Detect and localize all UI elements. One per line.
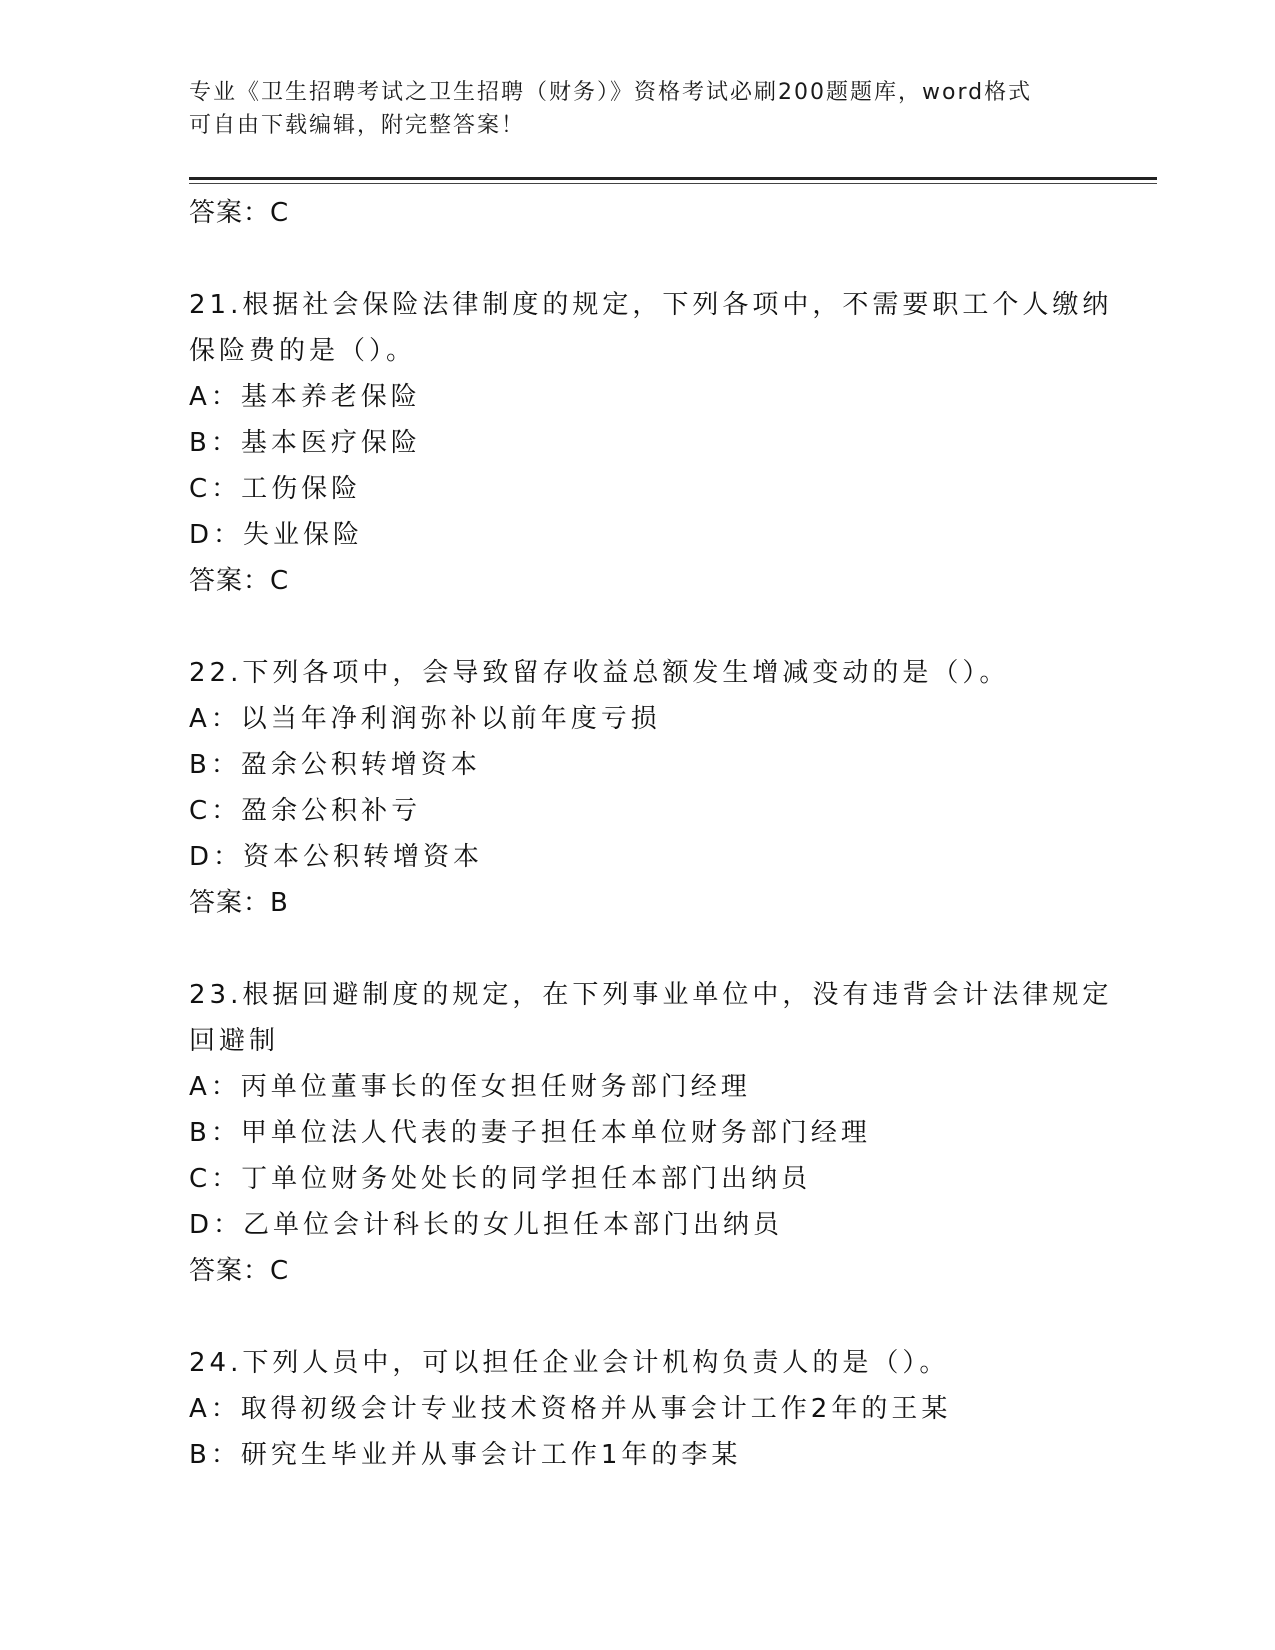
option-a: A：取得初级会计专业技术资格并从事会计工作2年的王某	[189, 1394, 952, 1424]
question-stem-line: 保险费的是（）。	[189, 336, 417, 366]
option-b: B：研究生毕业并从事会计工作1年的李某	[189, 1440, 742, 1470]
question-stem-line: 23.根据回避制度的规定，在下列事业单位中，没有违背会计法律规定	[189, 980, 1113, 1010]
question-stem-line: 21.根据社会保险法律制度的规定，下列各项中，不需要职工个人缴纳	[189, 290, 1113, 320]
answer-line: 答案：C	[189, 1256, 290, 1286]
question-list	[189, 190, 1113, 1478]
option-d: D：失业保险	[189, 520, 364, 550]
spacer	[189, 926, 1089, 972]
document-header	[189, 76, 1089, 142]
question-22	[189, 650, 1089, 926]
header-divider-thick	[189, 177, 1157, 180]
option-a: A：基本养老保险	[189, 382, 421, 412]
option-c: C：工伤保险	[189, 474, 362, 504]
spacer	[189, 604, 1089, 650]
header-divider-thin	[189, 183, 1157, 184]
question-stem-line: 24.下列人员中，可以担任企业会计机构负责人的是（）。	[189, 1348, 950, 1378]
option-a: A：以当年净利润弥补以前年度亏损	[189, 704, 661, 734]
option-d: D：乙单位会计科长的女儿担任本部门出纳员	[189, 1210, 784, 1240]
option-b: B：甲单位法人代表的妻子担任本单位财务部门经理	[189, 1118, 871, 1148]
option-b: B：盈余公积转增资本	[189, 750, 481, 780]
previous-answer: 答案：C	[189, 198, 290, 228]
option-a: A：丙单位董事长的侄女担任财务部门经理	[189, 1072, 751, 1102]
header-title-line-2: 可自由下载编辑，附完整答案！	[189, 113, 526, 138]
question-21	[189, 282, 1113, 604]
question-24	[189, 1340, 1089, 1478]
answer-line: 答案：B	[189, 888, 289, 918]
option-b: B：基本医疗保险	[189, 428, 421, 458]
spacer	[189, 1294, 1089, 1340]
question-23	[189, 972, 1113, 1294]
question-stem-line: 22.下列各项中，会导致留存收益总额发生增减变动的是（）。	[189, 658, 1010, 688]
option-c: C：盈余公积补亏	[189, 796, 422, 826]
header-title-line-1: 专业《卫生招聘考试之卫生招聘（财务）》资格考试必刷200题题库，word格式	[189, 80, 1033, 105]
spacer	[189, 236, 1089, 282]
answer-line: 答案：C	[189, 566, 290, 596]
option-d: D：资本公积转增资本	[189, 842, 484, 872]
question-stem-line: 回避制	[189, 1026, 280, 1056]
option-c: C：丁单位财务处处长的同学担任本部门出纳员	[189, 1164, 812, 1194]
